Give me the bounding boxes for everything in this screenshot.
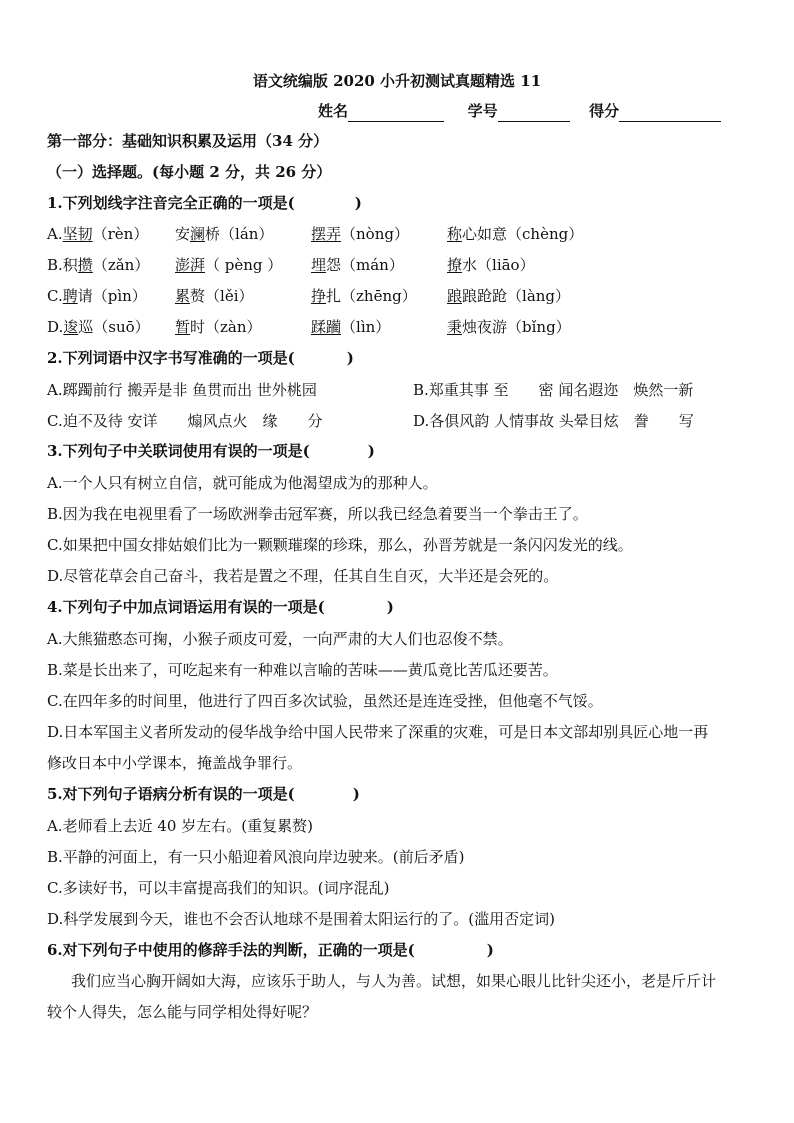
- q1-item-underlined: 撩: [447, 256, 463, 274]
- q3-stem-text: 3.下列句子中关联词使用有误的一项是(: [47, 442, 310, 460]
- q1-item-underlined: 澜: [190, 225, 206, 243]
- q5-option-b: B.平静的河面上，有一只小船迎着风浪向岸边驶来。(前后矛盾): [47, 848, 465, 866]
- q1-item-prefix: D.: [47, 318, 64, 336]
- q3-close: ): [367, 442, 375, 460]
- q1-item-underlined: 聘: [62, 287, 78, 305]
- part1-heading: 第一部分：基础知识积累及运用（34 分）: [47, 132, 329, 150]
- q5-close: ): [352, 785, 360, 803]
- q1-option-d-item-2: [175, 316, 262, 337]
- q1-item-suffix: 怨（mán）: [326, 256, 404, 274]
- q2-stem-text: 2.下列词语中汉字书写准确的一项是(: [47, 349, 295, 367]
- q1-option-a-item-1: [47, 223, 148, 244]
- q4-option-b: B.菜是长出来了，可吃起来有一种难以言喻的苦味——黄瓜竟比苦瓜还要苦。: [47, 661, 558, 679]
- q2-stem: [47, 347, 354, 369]
- q6-passage-line1: 我们应当心胸开阔如大海，应该乐于助人，与人为善。试想，如果心眼儿比针尖还小，老是斤斤计: [71, 972, 717, 990]
- q1-item-suffix: （lìn）: [341, 318, 391, 336]
- q2-close: ): [346, 349, 354, 367]
- q1-item-suffix: （ pèng ）: [205, 256, 283, 274]
- q1-item-underlined: 逡: [63, 318, 79, 336]
- q1-item-suffix: 巡（suō）: [78, 318, 150, 336]
- q1-item-underlined: 踉: [447, 287, 463, 305]
- q1-item-underlined: 埋: [311, 256, 327, 274]
- q1-item-prefix: B.积: [47, 256, 78, 274]
- q1-option-b-item-2: [175, 254, 282, 275]
- q5-stem-text: 5.对下列句子语病分析有误的一项是(: [47, 785, 295, 803]
- q1-option-a-item-3: [311, 223, 409, 244]
- section1-heading: （一）选择题。(每小题 2 分，共 26 分）: [47, 163, 332, 181]
- q1-item-suffix: 时（zàn）: [190, 318, 262, 336]
- q1-item-prefix: C.: [47, 287, 63, 305]
- q1-item-suffix: 桥（lán）: [205, 225, 274, 243]
- name-blank[interactable]: [348, 105, 444, 122]
- q3-option-d: D.尽管花草会自己奋斗，我若是置之不理，任其自生自灭，大半还是会死的。: [47, 567, 559, 585]
- q1-item-underlined: 澎湃: [175, 256, 206, 274]
- q1-item-underlined: 秉: [447, 318, 463, 336]
- q4-option-d-cont: 修改日本中小学课本，掩盖战争罪行。: [47, 754, 303, 772]
- q1-item-suffix: （nòng）: [341, 225, 409, 243]
- q3-option-b: B.因为我在电视里看了一场欧洲拳击冠军赛，所以我已经急着要当一个拳击王了。: [47, 505, 588, 523]
- q1-item-suffix: （rèn）: [92, 225, 149, 243]
- q6-stem: [47, 939, 494, 961]
- q3-stem: [47, 440, 375, 462]
- q1-option-d-item-3: [311, 316, 390, 337]
- q1-item-prefix: 安: [175, 225, 191, 243]
- q1-option-b-item-4: [447, 254, 535, 275]
- q1-item-suffix: 烛夜游（bǐng）: [462, 318, 571, 336]
- q1-close: ): [354, 194, 362, 212]
- q1-option-c-item-3: [311, 285, 417, 306]
- q4-close: ): [386, 598, 394, 616]
- q4-option-a: A.大熊猫憨态可掬，小猴子顽皮可爱，一向严肃的大人们也忍俊不禁。: [47, 630, 513, 648]
- q1-stem-text: 1.下列划线字注音完全正确的一项是(: [47, 194, 295, 212]
- q1-item-underlined: 称: [447, 225, 463, 243]
- q3-option-c: C.如果把中国女排姑娘们比为一颗颗璀璨的珍珠，那么，孙晋芳就是一条闪闪发光的线。: [47, 536, 633, 554]
- q1-option-b-item-1: [47, 254, 149, 275]
- q3-option-a: A.一个人只有树立自信，就可能成为他渴望成为的那种人。: [47, 474, 438, 492]
- q1-item-suffix: 水（liāo）: [462, 256, 535, 274]
- q1-item-underlined: 蹂躏: [311, 318, 342, 336]
- q1-option-d-item-4: [447, 316, 571, 337]
- q1-item-suffix: 扎（zhēng）: [326, 287, 417, 305]
- q5-stem: [47, 783, 360, 805]
- q5-option-c: C.多读好书，可以丰富提高我们的知识。(词序混乱): [47, 879, 390, 897]
- q1-item-underlined: 暂: [175, 318, 191, 336]
- q1-option-c-item-1: [47, 285, 147, 306]
- q1-item-underlined: 累: [175, 287, 191, 305]
- score-blank[interactable]: [619, 105, 721, 122]
- q2-option-d: D.各俱风韵 人情事故 头晕目炫 誊 写: [413, 412, 694, 430]
- exam-title: 语文统编版 2020 小升初测试真题精选 11: [252, 72, 542, 90]
- header-fields: [318, 100, 721, 122]
- q1-option-a-item-2: [175, 223, 273, 244]
- q1-option-c-item-2: [175, 285, 254, 306]
- q1-option-c-item-4: [447, 285, 570, 306]
- score-label: 得分: [589, 102, 620, 120]
- q4-stem-text: 4.下列句子中加点词语运用有误的一项是(: [47, 598, 325, 616]
- q6-close: ): [486, 941, 494, 959]
- q4-option-c: C.在四年多的时间里，他进行了四百多次试验，虽然还是连连受挫，但他毫不气馁。: [47, 692, 603, 710]
- q1-stem: [47, 192, 362, 214]
- q1-item-suffix: 心如意（chèng）: [462, 225, 584, 243]
- id-label: 学号: [467, 102, 498, 120]
- q1-item-underlined: 摆弄: [311, 225, 342, 243]
- q1-option-d-item-1: [47, 316, 150, 337]
- q2-option-a: A.踯躅前行 搬弄是非 鱼贯而出 世外桃园: [47, 381, 317, 399]
- q1-option-b-item-3: [311, 254, 404, 275]
- q2-option-b: B.郑重其事 至 密 闻名遐迩 焕然一新: [413, 381, 694, 399]
- q1-item-suffix: 请（pìn）: [77, 287, 147, 305]
- q4-stem: [47, 596, 394, 618]
- q1-item-underlined: 挣: [311, 287, 327, 305]
- q1-item-suffix: 赘（lěi）: [190, 287, 254, 305]
- id-blank[interactable]: [498, 105, 570, 122]
- q1-item-underlined: 攒: [77, 256, 93, 274]
- q6-stem-text: 6.对下列句子中使用的修辞手法的判断，正确的一项是(: [47, 941, 415, 959]
- q2-option-c: C.迫不及待 安详 煽风点火 缘 分: [47, 412, 323, 430]
- q5-option-a: A.老师看上去近 40 岁左右。(重复累赘): [47, 817, 313, 835]
- q4-option-d: D.日本军国主义者所发动的侵华战争给中国人民带来了深重的灾难，可是日本文部却别具匠心地一再: [47, 723, 709, 741]
- name-label: 姓名: [318, 102, 349, 120]
- q1-item-underlined: 坚韧: [62, 225, 93, 243]
- q6-passage-line2: 较个人得失，怎么能与同学相处得好呢？: [47, 1003, 318, 1021]
- q1-option-a-item-4: [447, 223, 583, 244]
- q1-item-suffix: 踉跄跄（làng）: [462, 287, 571, 305]
- q1-item-prefix: A.: [47, 225, 63, 243]
- q1-item-suffix: （zǎn）: [92, 256, 150, 274]
- q5-option-d: D.科学发展到今天，谁也不会否认地球不是围着太阳运行的了。(滥用否定词): [47, 910, 555, 928]
